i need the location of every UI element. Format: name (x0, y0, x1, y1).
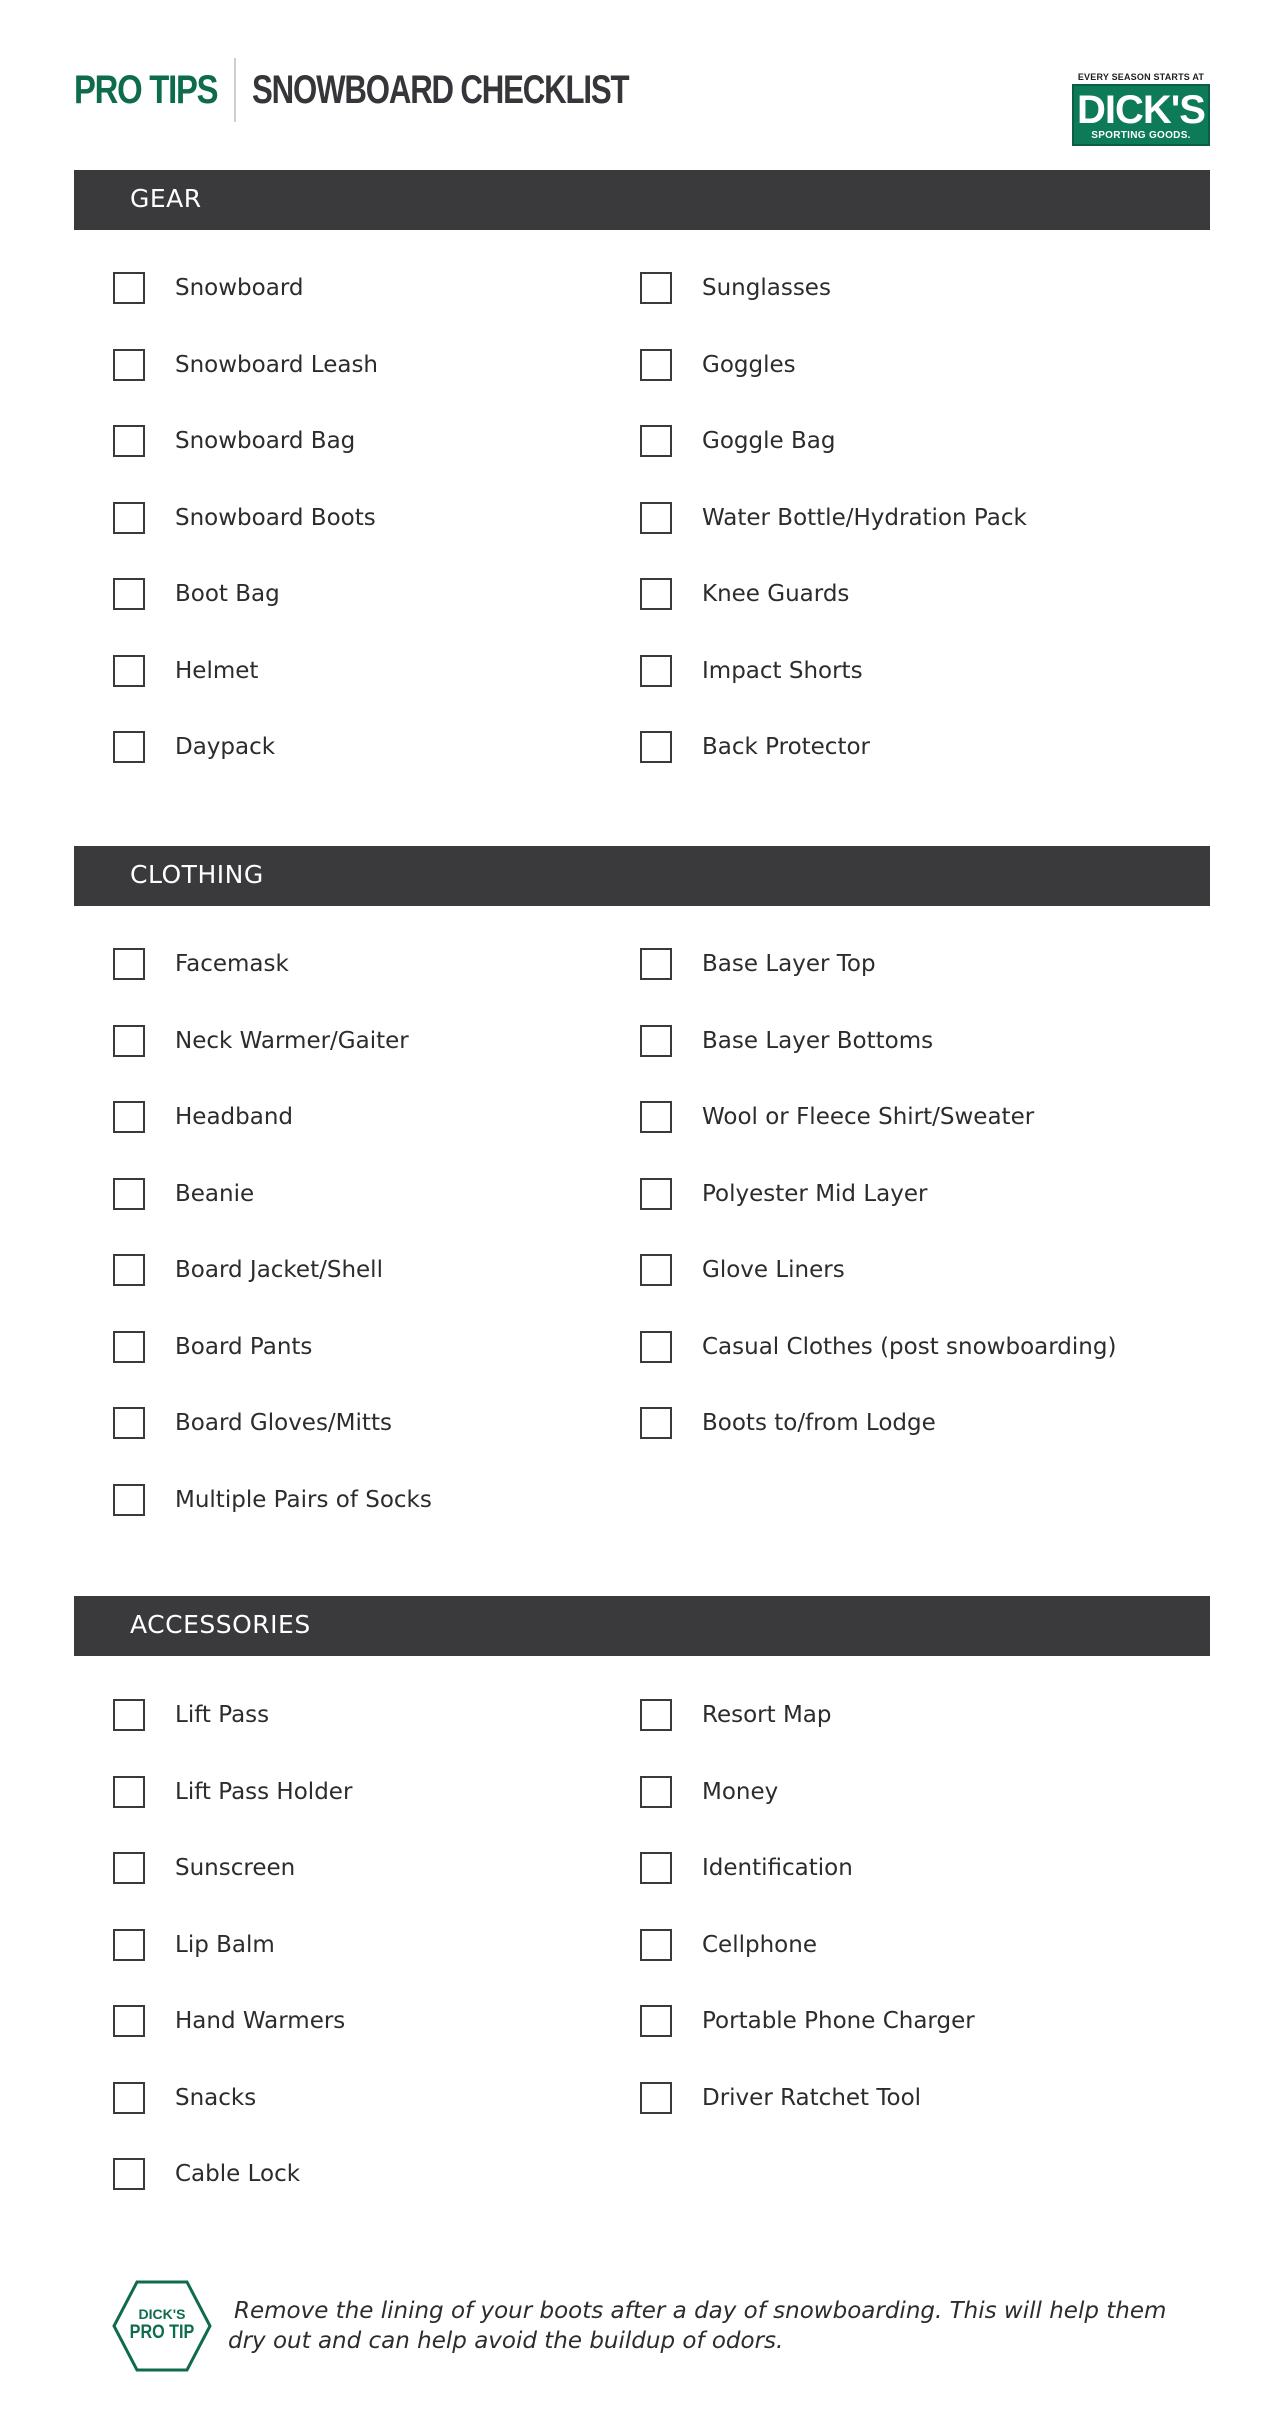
badge-line1: DICK'S (138, 2306, 186, 2322)
item-label: Cable Lock (175, 2161, 301, 2187)
item-label: Snowboard Boots (175, 505, 376, 531)
item-label: Facemask (175, 951, 289, 977)
checkbox[interactable] (113, 1407, 145, 1439)
item-label: Hand Warmers (175, 2008, 346, 2034)
item-label: Multiple Pairs of Socks (175, 1487, 432, 1513)
checkbox[interactable] (113, 2082, 145, 2114)
item-label: Knee Guards (702, 581, 850, 607)
item-label: Boot Bag (175, 581, 280, 607)
section-title: CLOTHING (130, 860, 264, 889)
badge-line2: PRO TIP (129, 2322, 195, 2343)
section-band-accessories (74, 1596, 1210, 1656)
item-label: Cellphone (702, 1932, 817, 1958)
item-label: Daypack (175, 734, 276, 760)
item-label: Board Pants (175, 1334, 313, 1360)
checkbox[interactable] (113, 349, 145, 381)
checkbox[interactable] (113, 655, 145, 687)
page-header (74, 58, 1210, 122)
checkbox[interactable] (640, 1776, 672, 1808)
checkbox[interactable] (640, 948, 672, 980)
header-divider (234, 58, 236, 122)
item-label: Money (702, 1779, 779, 1805)
item-label: Polyester Mid Layer (702, 1181, 928, 1207)
checkbox[interactable] (640, 1407, 672, 1439)
checkbox[interactable] (640, 502, 672, 534)
checkbox[interactable] (640, 655, 672, 687)
checkbox[interactable] (113, 1929, 145, 1961)
checkbox[interactable] (113, 1101, 145, 1133)
item-label: Neck Warmer/Gaiter (175, 1028, 409, 1054)
checkbox[interactable] (113, 2005, 145, 2037)
item-label: Goggles (702, 352, 796, 378)
checkbox[interactable] (113, 1025, 145, 1057)
checkbox[interactable] (113, 1178, 145, 1210)
item-label: Snowboard Bag (175, 428, 356, 454)
checkbox[interactable] (113, 502, 145, 534)
checkbox[interactable] (113, 1331, 145, 1363)
logo-tagline: EVERY SEASON STARTS AT (1077, 72, 1205, 82)
item-label: Driver Ratchet Tool (702, 2085, 922, 2111)
section-title: GEAR (130, 184, 202, 213)
section-band-gear (74, 170, 1210, 230)
item-label: Lift Pass (175, 1702, 270, 1728)
checkbox[interactable] (113, 1254, 145, 1286)
item-label: Wool or Fleece Shirt/Sweater (702, 1104, 1035, 1130)
checkbox[interactable] (113, 1699, 145, 1731)
item-label: Snowboard (175, 275, 304, 301)
item-label: Goggle Bag (702, 428, 836, 454)
item-label: Lip Balm (175, 1932, 275, 1958)
item-label: Board Gloves/Mitts (175, 1410, 392, 1436)
checkbox[interactable] (113, 272, 145, 304)
item-label: Portable Phone Charger (702, 2008, 975, 2034)
logo-name: DICK'S (1077, 88, 1205, 132)
checkbox[interactable] (640, 2082, 672, 2114)
item-label: Resort Map (702, 1702, 832, 1728)
dicks-logo (1072, 72, 1210, 146)
checkbox[interactable] (640, 1025, 672, 1057)
item-label: Base Layer Top (702, 951, 876, 977)
item-label: Sunscreen (175, 1855, 296, 1881)
checkbox[interactable] (640, 1699, 672, 1731)
checkbox[interactable] (113, 1852, 145, 1884)
item-label: Identification (702, 1855, 853, 1881)
checkbox[interactable] (113, 1484, 145, 1516)
checkbox[interactable] (640, 1852, 672, 1884)
checkbox[interactable] (113, 578, 145, 610)
checkbox[interactable] (640, 349, 672, 381)
checkbox[interactable] (640, 1929, 672, 1961)
section-band-clothing (74, 846, 1210, 906)
checkbox[interactable] (113, 948, 145, 980)
item-label: Back Protector (702, 734, 870, 760)
logo-subname: SPORTING GOODS. (1091, 130, 1191, 141)
item-label: Base Layer Bottoms (702, 1028, 934, 1054)
item-label: Beanie (175, 1181, 255, 1207)
checkbox[interactable] (640, 425, 672, 457)
checkbox[interactable] (640, 272, 672, 304)
item-label: Casual Clothes (post snowboarding) (702, 1334, 1117, 1360)
page-title: SNOWBOARD CHECKLIST (252, 68, 629, 112)
section-title: ACCESSORIES (130, 1610, 311, 1639)
item-label: Impact Shorts (702, 658, 863, 684)
item-label: Sunglasses (702, 275, 831, 301)
item-label: Glove Liners (702, 1257, 845, 1283)
item-label: Snacks (175, 2085, 257, 2111)
item-label: Helmet (175, 658, 259, 684)
checkbox[interactable] (113, 2158, 145, 2190)
checkbox[interactable] (640, 1254, 672, 1286)
checkbox[interactable] (640, 1101, 672, 1133)
item-label: Headband (175, 1104, 294, 1130)
checkbox[interactable] (113, 1776, 145, 1808)
checkbox[interactable] (113, 425, 145, 457)
checkbox[interactable] (640, 2005, 672, 2037)
checkbox[interactable] (113, 731, 145, 763)
item-label: Lift Pass Holder (175, 1779, 353, 1805)
pro-tip-text: Remove the lining of your boots after a day of snowboarding. This will help them dry out and can help avoid the buildup of odors. (228, 2298, 1167, 2354)
item-label: Boots to/from Lodge (702, 1410, 936, 1436)
item-label: Water Bottle/Hydration Pack (702, 505, 1027, 531)
pro-tip (112, 2276, 1212, 2376)
checkbox[interactable] (640, 578, 672, 610)
pro-tip-badge-icon (112, 2280, 212, 2372)
item-label: Snowboard Leash (175, 352, 379, 378)
checkbox[interactable] (640, 1331, 672, 1363)
checkbox[interactable] (640, 731, 672, 763)
logo-box (1072, 84, 1210, 146)
item-label: Board Jacket/Shell (175, 1257, 383, 1283)
pro-tips-label: PRO TIPS (74, 68, 218, 112)
checkbox[interactable] (640, 1178, 672, 1210)
